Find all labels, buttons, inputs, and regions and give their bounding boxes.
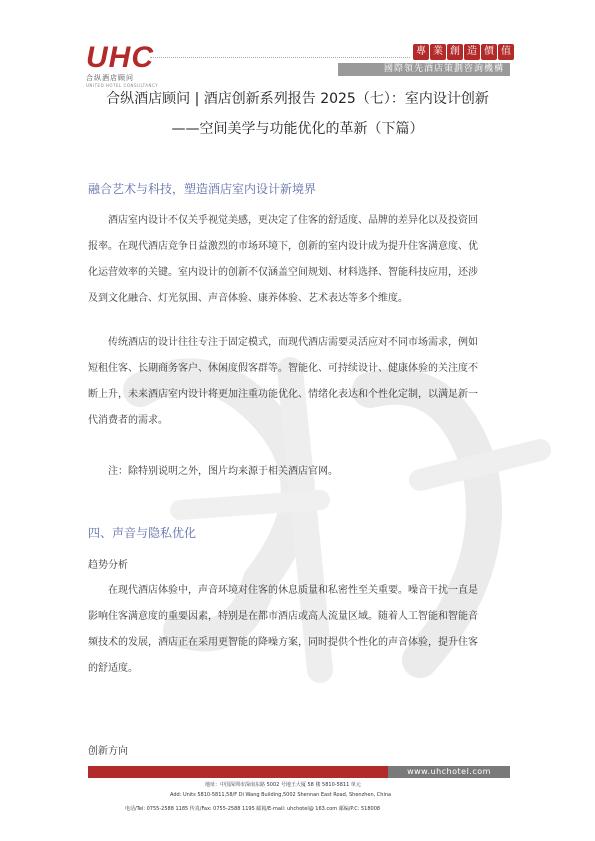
footer-address-en: Add: Units 5810-5811,58/F Di Wang Building,5002 Shennan East Road, Shenzhen, China (170, 792, 392, 798)
company-logo (86, 41, 159, 88)
slogan-char: 值 (498, 44, 514, 60)
logo-mark: UHC (86, 41, 154, 74)
image-source-note: 注：除特别说明之外，图片均来源于相关酒店官网。 (108, 466, 338, 477)
page-title-line1: 合纵酒店顾问 | 酒店创新系列报告 2025（七）：室内设计创新 (106, 91, 489, 107)
section-heading-sound-privacy: 四、声音与隐私优化 (88, 526, 197, 540)
footer-address-cn: 地址：中国深圳市深南东路 5002 号地王大厦 58 楼 5810-5811 单元 (205, 782, 361, 788)
subheading-innovation-direction: 创新方向 (88, 746, 128, 757)
slogan-char: 價 (481, 44, 497, 60)
header-tagline: 國際領先酒店策劃咨詢機構 (338, 63, 510, 76)
header-divider (150, 57, 410, 58)
slogan-char: 業 (430, 44, 446, 60)
footer-contact: 电话/Tel: 0755-2588 1185 传真/Fax: 0755-2588 1195 邮箱/E-mail: uhchotel@ 163.com 邮编/P.C: 518008 (125, 806, 381, 812)
logo-cn-name: 合纵酒店顾问 (86, 74, 134, 82)
section-heading-intro: 融合艺术与科技，塑造酒店室内设计新境界 (88, 182, 317, 196)
intro-paragraph-1: 酒店室内设计不仅关乎视觉美感，更决定了住客的舒适度、品牌的差异化以及投资回 报率。在现代酒店竞争日益激烈的市场环境下，创新的室内设计成为提升住客满意度、优 化运营效率的关键。室内设计的创新不仅涵盖空间规划、材料选择、智能科技应用，还涉 及到文化融合、灯光氛围、声音体验、康养体验、艺术表达等多个维度。 (88, 215, 478, 304)
header-slogan-badges (413, 44, 514, 60)
slogan-char: 造 (464, 44, 480, 60)
footer-bar (88, 766, 388, 778)
logo-en-name: UNITED HOTEL CONSULTANCY (86, 83, 159, 88)
page-title-line2: ——空间美学与功能优化的革新（下篇） (171, 121, 424, 137)
slogan-char: 創 (447, 44, 463, 60)
intro-paragraph-2: 传统酒店的设计往往专注于固定模式，而现代酒店需要灵活应对不同市场需求，例如 短租住客、长期商务客户、休闲度假客群等。智能化、可持续设计、健康体验的关注度不 断上升，未来酒店室内设计将更加注重功能优化、情绪化表达和个性化定制，以满足新一 代消费者的需求。 (88, 337, 478, 426)
sound-paragraph: 在现代酒店体验中，声音环境对住客的休息质量和私密性至关重要。噪音干扰一直是 影响住客满意度的重要因素，特别是在都市酒店或高人流量区域。随着人工智能和智能音 频技术的发展，酒店正在采用更智能的降噪方案，同时提供个性化的声音体验，提升住客 的舒适度。 (88, 585, 478, 674)
slogan-char: 專 (413, 44, 429, 60)
footer-website[interactable]: www.uhchotel.com (388, 766, 510, 778)
subheading-trend-analysis: 趋势分析 (88, 560, 128, 571)
